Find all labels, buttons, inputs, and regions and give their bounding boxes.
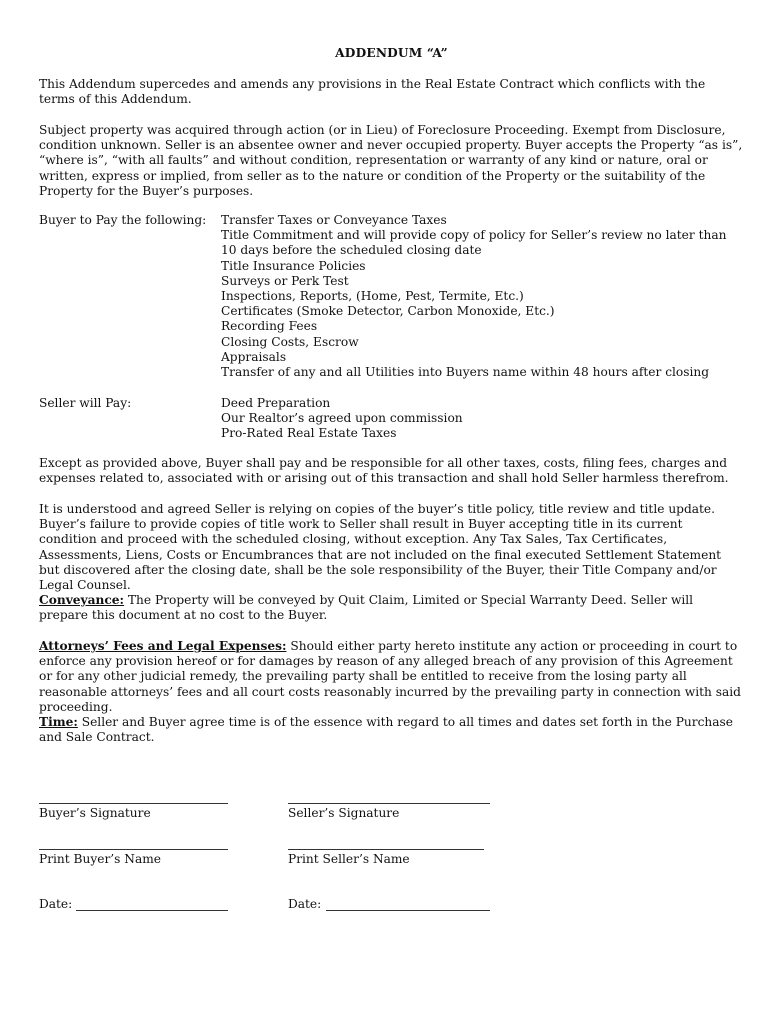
time-heading: Time:: [39, 715, 78, 729]
list-item: Deed Preparation: [221, 396, 331, 410]
buyer-pays-label: Buyer to Pay the following:: [39, 213, 207, 227]
list-item: Closing Costs, Escrow: [221, 334, 359, 349]
attorneys-fees-paragraph: [39, 639, 744, 715]
buyer-pays-list: [221, 213, 741, 380]
list-item: Surveys or Perk Test: [221, 273, 349, 288]
time-text: Seller and Buyer agree time is of the essence with regard to all times and dates set forth in the Purchase and Sale Contract.: [39, 715, 733, 745]
buyer-signature-line[interactable]: [39, 803, 228, 804]
attorneys-fees-heading: Attorneys’ Fees and Legal Expenses:: [39, 639, 287, 653]
list-item: Inspections, Reports, (Home, Pest, Termite, Etc.): [221, 289, 524, 304]
list-item: Transfer of any and all Utilities into Buyers name within 48 hours after closing: [221, 365, 710, 380]
buyer-date-label: Date:: [39, 897, 73, 911]
print-buyer-name-label: Print Buyer’s Name: [39, 852, 161, 866]
seller-pays-label: Seller will Pay:: [39, 396, 132, 410]
print-seller-name-label: Print Seller’s Name: [288, 852, 410, 866]
conveyance-text: The Property will be conveyed by Quit Claim, Limited or Special Warranty Deed. Seller will prepare this document at no cost to the Buyer.: [39, 593, 694, 623]
conveyance-paragraph: [39, 593, 744, 623]
list-item: Our Realtor’s agreed upon commission: [221, 411, 463, 426]
intro-paragraph: This Addendum supercedes and amends any provisions in the Real Estate Contract which conflicts with the terms of this Addendum.: [39, 77, 706, 107]
seller-signature-label: Seller’s Signature: [288, 806, 400, 820]
attorneys-fees-text: Should either party hereto institute any action or proceeding in court to enforce any provision hereof or for damages by reason of any alleged breach of any provision of this Agreement or for any other judicial remedy, the prevailing party shall be entitled to receive from the losing party all reasonable attorneys’ fees and all court costs reasonably incurred by the prevailing party in connection with said proceeding.: [39, 639, 741, 714]
seller-date-line[interactable]: [326, 910, 490, 911]
buyer-signature-label: Buyer’s Signature: [39, 806, 151, 820]
conveyance-heading: Conveyance:: [39, 593, 125, 607]
time-paragraph: [39, 715, 744, 745]
buyer-date-line[interactable]: [76, 910, 228, 911]
seller-signature-line[interactable]: [288, 803, 490, 804]
list-item: Title Commitment and will provide copy of policy for Seller’s review no later than 10 days before the scheduled closing date: [221, 228, 727, 258]
list-item: Pro-Rated Real Estate Taxes: [221, 426, 397, 441]
list-item: Transfer Taxes or Conveyance Taxes: [221, 213, 447, 227]
list-item: Title Insurance Policies: [221, 258, 366, 273]
print-buyer-name-line[interactable]: [39, 849, 228, 850]
list-item: Certificates (Smoke Detector, Carbon Monoxide, Etc.): [221, 304, 555, 319]
property-condition-paragraph: Subject property was acquired through action (or in Lieu) of Foreclosure Proceeding. Exempt from Disclosure, condition unknown. Seller is an absentee owner and never occupied property. Buyer accepts the Property “as is”, “where is”, “with all faults” and without condition, representation or warranty of any kind or nature, oral or written, express or implied, from seller as to the nature or condition of the Property or the suitability of the Property for the Buyer’s purposes.: [39, 123, 743, 198]
page-title: ADDENDUM “A”: [335, 46, 448, 60]
list-item: Recording Fees: [221, 319, 318, 334]
seller-date-label: Date:: [288, 897, 322, 911]
seller-pays-list: [221, 396, 741, 442]
list-item: Appraisals: [221, 349, 287, 364]
title-reliance-paragraph: It is understood and agreed Seller is relying on copies of the buyer’s title policy, title review and title update. Buyer’s failure to provide copies of title work to Seller shall result in Buyer accepting title in its current condition and proceed with the scheduled closing, without exception. Any Tax Sales, Tax Certificates, Assessments, Liens, Costs or Encumbrances that are not included on the final executed Settlement Statement but discovered after the closing date, shall be the sole responsibility of the Buyer, their Title Company and/or Legal Counsel.: [39, 502, 722, 593]
other-costs-paragraph: Except as provided above, Buyer shall pay and be responsible for all other taxes, costs, filing fees, charges and expenses related to, associated with or arising out of this transaction and shall hold Seller harmless therefrom.: [39, 456, 729, 486]
print-seller-name-line[interactable]: [288, 849, 484, 850]
